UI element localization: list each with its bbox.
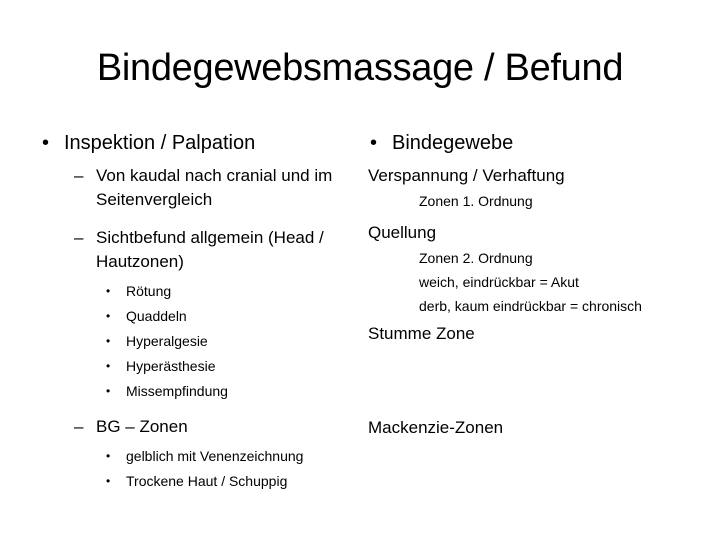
sublist-item — [40, 472, 350, 491]
stumme-zone-line: Stumme Zone — [368, 324, 475, 343]
list-item — [40, 415, 350, 439]
sublist-item — [40, 307, 350, 326]
sublist-item-text: Rötung — [126, 283, 172, 299]
sublist — [40, 282, 350, 401]
sublist-item-text: Quaddeln — [126, 308, 187, 324]
list-item — [40, 226, 350, 274]
slide-title: Bindegewebsmassage / Befund — [96, 47, 624, 89]
sublist-item — [40, 382, 350, 401]
right-heading — [368, 130, 698, 156]
left-column — [40, 130, 350, 505]
sublist — [40, 447, 350, 491]
sublist-item-text: gelblich mit Venenzeichnung — [126, 448, 304, 464]
dash-icon: – — [74, 228, 84, 247]
sublist-item — [40, 282, 350, 301]
bullet-icon: • — [106, 309, 111, 323]
list-item-text: Von kaudal nach cranial und im Seitenvergleich — [96, 166, 333, 209]
mackenzie-zonen-line: Mackenzie-Zonen — [368, 418, 504, 437]
bullet-icon: • — [42, 132, 50, 154]
bullet-icon: • — [106, 474, 111, 488]
bullet-icon: • — [106, 359, 111, 373]
left-heading — [40, 130, 350, 156]
list-item-text: Sichtbefund allgemein (Head / Hautzonen) — [96, 228, 324, 271]
chronisch-line: derb, kaum eindrückbar = chronisch — [419, 298, 642, 314]
bullet-icon: • — [106, 284, 111, 298]
sublist-item — [40, 447, 350, 466]
akut-line: weich, eindrückbar = Akut — [419, 274, 579, 290]
sublist-item-text: Missempfindung — [126, 383, 228, 399]
list-item-text: BG – Zonen — [96, 417, 188, 436]
list-item — [40, 164, 350, 212]
sublist-item — [40, 332, 350, 351]
quellung-line: Quellung — [368, 223, 437, 242]
bullet-icon: • — [106, 384, 111, 398]
right-column — [368, 130, 698, 440]
bullet-icon: • — [370, 132, 378, 154]
sublist-item-text: Hyperalgesie — [126, 333, 208, 349]
bullet-icon: • — [106, 449, 111, 463]
right-heading-text: Bindegewebe — [392, 132, 514, 154]
sublist-item — [40, 357, 350, 376]
verspannung-line: Verspannung / Verhaftung — [368, 166, 565, 185]
sublist-item-text: Hyperästhesie — [126, 358, 216, 374]
dash-icon: – — [74, 417, 84, 436]
zonen-2-line: Zonen 2. Ordnung — [419, 250, 533, 266]
zonen-1-line: Zonen 1. Ordnung — [419, 193, 533, 209]
sublist-item-text: Trockene Haut / Schuppig — [126, 473, 288, 489]
dash-icon: – — [74, 166, 84, 185]
left-heading-text: Inspektion / Palpation — [64, 132, 256, 154]
bullet-icon: • — [106, 334, 111, 348]
